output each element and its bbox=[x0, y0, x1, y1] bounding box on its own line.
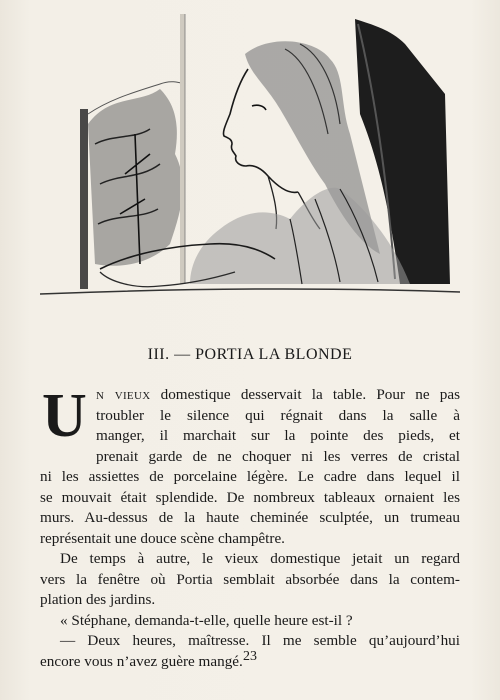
body-line: vers la fenêtre où Portia semblait absorbée dans la contem- bbox=[40, 570, 460, 588]
body-line: encore vous n’avez guère mangé. bbox=[40, 652, 243, 670]
body-line: manger, il marchait sur la pointe des pieds, et bbox=[96, 427, 460, 444]
illustration-drawing bbox=[40, 14, 460, 304]
woman-at-window-illustration bbox=[40, 14, 460, 304]
page-number: 23 bbox=[243, 649, 257, 664]
body-line: se mouvait était splendide. De nombreux tableaux ornaient les bbox=[40, 488, 460, 506]
body-line: ni les assiettes de porcelaine légère. Le cadre dans lequel il bbox=[40, 468, 460, 485]
chapter-body bbox=[40, 382, 460, 672]
body-line: De temps à autre, le vieux domestique jetait un regard bbox=[60, 550, 460, 567]
body-line: troubler le silence qui régnait dans la salle à bbox=[96, 406, 460, 424]
body-line: prenait garde de ne choquer ni les verres de cristal bbox=[96, 447, 460, 465]
body-line: — Deux heures, maîtresse. Il me semble qu’aujourd’hui bbox=[60, 632, 460, 649]
chapter-title: III. — PORTIA LA BLONDE bbox=[147, 346, 353, 363]
body-line: n vieux domestique desservait la table. Pour ne pas bbox=[96, 386, 460, 403]
body-line: murs. Au-dessus de la haute cheminée sculptée, un trumeau bbox=[40, 509, 460, 526]
body-line: plation des jardins. bbox=[40, 591, 156, 608]
drop-cap: U bbox=[42, 382, 87, 450]
opening-smallcaps: n vieux bbox=[96, 386, 151, 403]
body-line: représentait une douce scène champêtre. bbox=[40, 529, 285, 547]
body-line: « Stéphane, demanda-t-elle, quelle heure est-il ? bbox=[60, 611, 353, 629]
